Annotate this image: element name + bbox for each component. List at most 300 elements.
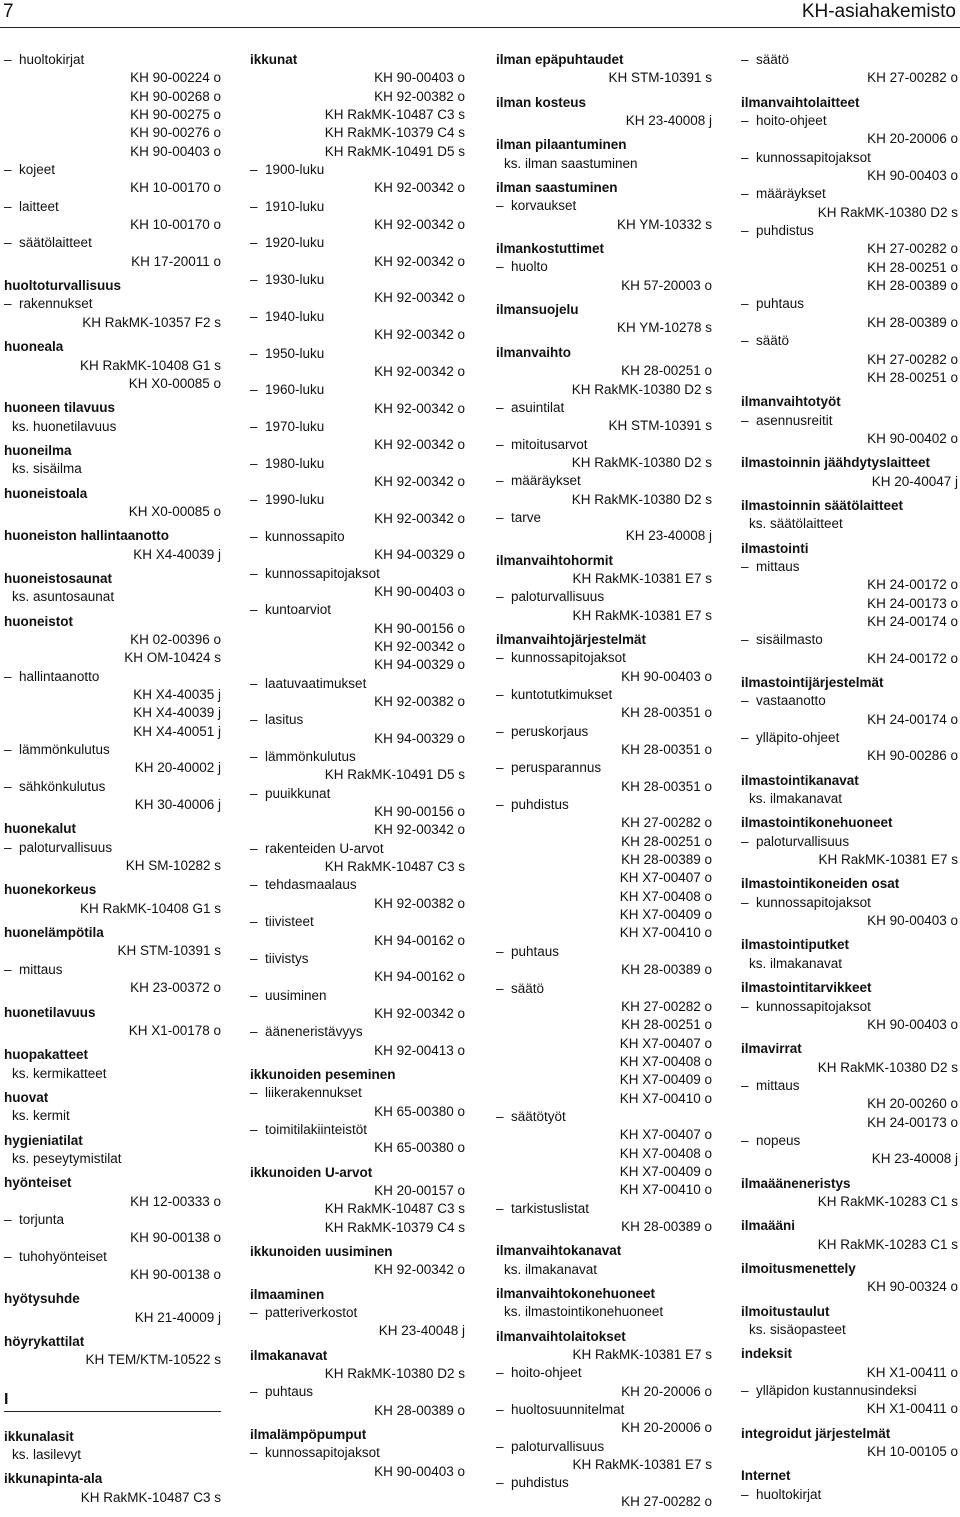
index-reference: KH X1-00411 o — [866, 1364, 958, 1380]
index-entry — [496, 552, 712, 625]
index-reference: KH TEM/KTM-10522 s — [85, 1352, 221, 1368]
index-subentry: – vastaanotto — [741, 692, 958, 710]
index-subentry: – kunnossapitojaksot — [741, 894, 958, 912]
index-reference: KH 90-00403 o — [374, 1463, 465, 1479]
index-headword: ilmastointitarvikkeet — [741, 980, 872, 996]
index-subentry: – 1990-luku — [250, 491, 465, 509]
index-headword: ilmalämpöpumput — [250, 1427, 367, 1443]
index-headword: ilmastoinnin jäähdytyslaitteet — [741, 455, 931, 471]
index-reference: KH X4-40039 j — [133, 546, 221, 562]
index-headword: ilmavirrat — [741, 1041, 802, 1057]
index-reference: KH 90-00138 o — [130, 1230, 221, 1246]
index-see-reference: ks. ilmastointikonehuoneet — [504, 1304, 664, 1320]
index-reference: KH 92-00342 o — [374, 180, 465, 196]
index-subentry: – kunnossapitojaksot — [250, 565, 465, 583]
index-reference: KH 12-00333 o — [130, 1193, 221, 1209]
index-reference: KH RakMK-10283 C1 s — [817, 1193, 958, 1209]
index-headword: ilmaaminen — [250, 1286, 325, 1302]
index-reference: KH X0-00085 o — [128, 375, 221, 391]
index-subentry: – huolto — [496, 258, 712, 276]
index-see-reference: ks. sisäilma — [12, 461, 82, 477]
index-reference: KH 30-40006 j — [134, 797, 221, 813]
index-reference: KH 24-00172 o — [867, 577, 958, 593]
index-entry — [496, 631, 712, 1236]
index-subentry: – tarve — [496, 509, 712, 527]
index-reference: KH 92-00342 o — [374, 1005, 465, 1021]
index-headword: huonekorkeus — [4, 882, 97, 898]
index-reference: KH X7-00410 o — [619, 1182, 712, 1198]
index-see-reference: ks. säätölaitteet — [749, 516, 843, 532]
index-subentry: – puhtaus — [741, 295, 958, 313]
index-reference: KH X7-00408 o — [619, 1053, 712, 1069]
index-reference: KH 20-40002 j — [134, 760, 221, 776]
index-entry — [496, 179, 712, 234]
index-reference: KH 20-00260 o — [867, 1096, 958, 1112]
index-entry — [741, 51, 958, 88]
index-reference: KH RakMK-10487 C3 s — [324, 1201, 465, 1217]
index-entry — [250, 1426, 465, 1481]
index-entry — [741, 936, 958, 973]
index-entry — [741, 1260, 958, 1297]
index-subentry: – korvaukset — [496, 197, 712, 215]
index-headword: ilmanvaihtotyöt — [741, 394, 841, 410]
index-reference: KH 23-40008 j — [625, 528, 712, 544]
index-subentry: – asennusreitit — [741, 412, 958, 430]
index-reference: KH RakMK-10491 D5 s — [324, 143, 465, 159]
index-reference: KH X1-00178 o — [128, 1022, 221, 1038]
index-headword: ilmastointi — [741, 540, 809, 556]
index-reference: KH RakMK-10381 E7 s — [572, 1347, 712, 1363]
index-headword: integroidut järjestelmät — [741, 1425, 891, 1441]
index-reference: KH X7-00410 o — [619, 925, 712, 941]
index-reference: KH 20-20006 o — [867, 131, 958, 147]
index-subentry: – paloturvallisuus — [496, 1438, 712, 1456]
index-entry — [741, 1425, 958, 1462]
index-entry — [741, 454, 958, 491]
index-headword: indeksit — [741, 1346, 793, 1362]
index-headword: ilmoitustaulut — [741, 1303, 830, 1319]
index-headword: Internet — [741, 1468, 791, 1484]
index-subentry: – liikerakennukset — [250, 1084, 465, 1102]
index-headword: hyötysuhde — [4, 1291, 80, 1307]
index-subentry: – rakennukset — [4, 295, 221, 313]
index-reference: KH 28-00351 o — [621, 778, 712, 794]
index-column-2 — [250, 51, 465, 1487]
index-reference: KH 24-00174 o — [867, 711, 958, 727]
index-headword: ikkunoiden uusiminen — [250, 1244, 393, 1259]
index-reference: KH 92-00413 o — [374, 1042, 465, 1058]
index-reference: KH 90-00156 o — [374, 804, 465, 820]
index-subentry: – kunnossapitojaksot — [250, 1444, 465, 1462]
index-reference: KH X4-40051 j — [133, 723, 221, 739]
index-reference: KH 17-20011 o — [131, 253, 221, 269]
index-reference: KH 90-00403 o — [867, 168, 958, 184]
index-headword: ilmansuojelu — [496, 302, 579, 318]
index-entry — [496, 1285, 712, 1322]
index-subentry: – lämmönkulutus — [4, 741, 221, 759]
index-reference: KH RakMK-10357 F2 s — [82, 314, 221, 330]
index-reference: KH RakMK-10380 D2 s — [817, 1059, 958, 1075]
index-reference: KH 90-00403 o — [374, 70, 465, 86]
index-entry — [4, 485, 221, 522]
index-headword: hygieniatilat — [4, 1132, 83, 1148]
index-subentry: – paloturvallisuus — [741, 833, 958, 851]
index-entry — [4, 1089, 221, 1126]
index-reference: KH 20-20006 o — [621, 1420, 712, 1436]
index-subentry: – mitoitusarvot — [496, 436, 712, 454]
index-headword: ikkunoiden peseminen — [250, 1066, 396, 1082]
index-reference: KH X7-00407 o — [619, 1035, 712, 1051]
index-subentry: – määräykset — [496, 472, 712, 490]
index-subentry: – kojeet — [4, 161, 221, 179]
index-reference: KH STM-10391 s — [608, 418, 712, 434]
index-reference: KH 28-00251 o — [867, 259, 958, 275]
index-reference: KH 94-00329 o — [374, 547, 465, 563]
index-entry — [250, 1286, 465, 1341]
index-subentry: – kunnossapitojaksot — [741, 998, 958, 1016]
index-entry — [4, 1428, 221, 1465]
index-subentry: – tarkistuslistat — [496, 1200, 712, 1218]
index-reference: KH 94-00329 o — [374, 657, 465, 673]
index-reference: KH RakMK-10380 D2 s — [571, 381, 712, 397]
index-headword: huoneilma — [4, 442, 72, 458]
index-subentry: – ääneneristävyys — [250, 1023, 465, 1041]
index-reference: KH 20-00157 o — [374, 1182, 465, 1198]
index-reference: KH 28-00389 o — [867, 278, 958, 294]
index-headword: huoltoturvallisuus — [4, 278, 122, 294]
index-entry — [741, 1467, 958, 1504]
page-title: KH-asiahakemisto — [801, 1, 956, 22]
index-headword: ilmaääni — [741, 1218, 796, 1234]
index-subentry: – hallintaanotto — [4, 668, 221, 686]
index-reference: KH 23-40008 j — [871, 1151, 958, 1167]
index-subentry: – mittaus — [4, 961, 221, 979]
index-headword: ilmanvaihtojärjestelmät — [496, 631, 647, 647]
index-reference: KH RakMK-10491 D5 s — [324, 767, 465, 783]
index-reference: KH OM-10424 s — [124, 650, 221, 666]
index-subentry: – säätö — [741, 332, 958, 350]
index-entry — [250, 51, 465, 1060]
index-see-reference: ks. lasilevyt — [12, 1447, 82, 1463]
index-reference: KH 65-00380 o — [374, 1140, 465, 1156]
index-headword: ilmastointijärjestelmät — [741, 675, 884, 690]
index-subentry: – säätölaitteet — [4, 234, 221, 252]
index-subentry: – määräykset — [741, 185, 958, 203]
index-entry — [4, 442, 221, 479]
section-letter: I — [4, 1390, 221, 1412]
index-reference: KH RakMK-10380 D2 s — [817, 204, 958, 220]
index-reference: KH 92-00342 o — [374, 510, 465, 526]
index-headword: ikkunalasit — [4, 1428, 74, 1444]
index-subentry: – säätö — [496, 980, 712, 998]
index-subentry: – puhtaus — [496, 943, 712, 961]
index-reference: KH RakMK-10381 E7 s — [572, 1457, 712, 1473]
index-subentry: – sähkönkulutus — [4, 778, 221, 796]
index-subentry: – 1960-luku — [250, 381, 465, 399]
index-entry — [4, 570, 221, 607]
index-subentry: – hoito-ohjeet — [741, 112, 958, 130]
index-headword: huonekalut — [4, 821, 77, 837]
index-subentry: – 1930-luku — [250, 271, 465, 289]
index-headword: ilman kosteus — [496, 94, 587, 110]
index-headword: huoneistosaunat — [4, 570, 113, 586]
index-reference: KH RakMK-10381 E7 s — [572, 607, 712, 623]
index-reference: KH 94-00162 o — [374, 969, 465, 985]
index-entry — [496, 1328, 712, 1511]
index-headword: ilmanvaihtokanavat — [496, 1243, 622, 1259]
index-reference: KH RakMK-10408 G1 s — [79, 900, 221, 916]
index-subentry: – puhdistus — [496, 796, 712, 814]
index-subentry: – sisäilmasto — [741, 631, 958, 649]
index-reference: KH 90-00402 o — [867, 430, 958, 446]
index-entry — [4, 1132, 221, 1169]
index-entry — [741, 875, 958, 930]
index-reference: KH 90-00403 o — [374, 583, 465, 599]
index-reference: KH 28-00389 o — [621, 1218, 712, 1234]
index-reference: KH 10-00105 o — [867, 1444, 958, 1460]
index-subentry: – huoltokirjat — [741, 1486, 958, 1504]
index-entry — [250, 1243, 465, 1280]
index-reference: KH 27-00282 o — [621, 998, 712, 1014]
index-entry — [741, 497, 958, 534]
index-headword: huoneistot — [4, 613, 73, 629]
index-entry — [4, 820, 221, 875]
index-subentry: – kunnossapitojaksot — [496, 649, 712, 667]
index-entry — [4, 277, 221, 332]
index-headword: ilmastointikoneiden osat — [741, 876, 900, 892]
index-reference: KH 94-00329 o — [374, 730, 465, 746]
index-headword: huovat — [4, 1089, 49, 1105]
index-reference: KH 92-00342 o — [374, 217, 465, 233]
index-entry — [4, 399, 221, 436]
index-reference: KH 90-00138 o — [130, 1266, 221, 1282]
index-reference: KH 28-00389 o — [867, 314, 958, 330]
index-reference: KH 92-00342 o — [374, 437, 465, 453]
index-reference: KH X7-00407 o — [619, 870, 712, 886]
index-subentry: – mittaus — [741, 1077, 958, 1095]
index-headword: ilmanvaihtokonehuoneet — [496, 1286, 656, 1301]
index-reference: KH 24-00174 o — [867, 613, 958, 629]
index-subentry: – 1950-luku — [250, 345, 465, 363]
index-reference: KH 02-00396 o — [130, 631, 221, 647]
index-subentry: – kunnossapito — [250, 528, 465, 546]
index-reference: KH X7-00409 o — [619, 1072, 712, 1088]
index-reference: KH RakMK-10487 C3 s — [324, 859, 465, 875]
index-reference: KH STM-10391 s — [117, 943, 221, 959]
index-subentry: – kunnossapitojaksot — [741, 149, 958, 167]
index-subentry: – 1920-luku — [250, 234, 465, 252]
index-reference: KH SM-10282 s — [125, 858, 221, 874]
index-reference: KH X7-00408 o — [619, 1145, 712, 1161]
index-reference: KH X7-00407 o — [619, 1127, 712, 1143]
index-subentry: – 1940-luku — [250, 308, 465, 326]
index-see-reference: ks. asuntosaunat — [12, 589, 115, 605]
index-subentry: – 1910-luku — [250, 198, 465, 216]
index-headword: ilmaääneneristys — [741, 1175, 851, 1191]
index-reference: KH 28-00251 o — [867, 369, 958, 385]
index-headword: ilman epäpuhtaudet — [496, 52, 624, 67]
index-reference: KH 90-00403 o — [867, 1016, 958, 1032]
index-reference: KH 24-00172 o — [867, 650, 958, 666]
index-entry — [741, 393, 958, 448]
index-subentry: – laitteet — [4, 198, 221, 216]
index-entry — [741, 94, 958, 388]
index-reference: KH 28-00389 o — [621, 962, 712, 978]
index-reference: KH X1-00411 o — [866, 1401, 958, 1417]
index-subentry: – toimitilakiinteistöt — [250, 1121, 465, 1139]
index-see-reference: ks. ilman saastuminen — [504, 155, 638, 171]
index-entry — [741, 1303, 958, 1340]
index-subentry: – 1970-luku — [250, 418, 465, 436]
index-headword: ilmanvaihto — [496, 344, 572, 360]
index-entry — [496, 51, 712, 88]
index-subentry: – asuintilat — [496, 399, 712, 417]
index-reference: KH 28-00389 o — [621, 852, 712, 868]
index-reference: KH 92-00342 o — [374, 253, 465, 269]
index-subentry: – nopeus — [741, 1132, 958, 1150]
index-headword: huoneiston hallintaanotto — [4, 528, 169, 544]
index-subentry: – peruskorjaus — [496, 723, 712, 741]
index-see-reference: ks. ilmakanavat — [749, 955, 843, 971]
index-headword: ilmanvaihtolaitteet — [741, 94, 860, 110]
index-reference: KH 90-00403 o — [130, 143, 221, 159]
index-column-4 — [741, 51, 958, 1510]
index-reference: KH 90-00224 o — [130, 70, 221, 86]
index-headword: ilmanvaihtohormit — [496, 552, 614, 568]
index-reference: KH RakMK-10380 D2 s — [571, 454, 712, 470]
index-subentry: – ylläpidon kustannusindeksi — [741, 1382, 958, 1400]
index-subentry: – säätö — [741, 51, 958, 69]
index-subentry: – säätötyöt — [496, 1108, 712, 1126]
index-reference: KH 90-00324 o — [867, 1279, 958, 1295]
index-subentry: – kuntoarviot — [250, 601, 465, 619]
index-reference: KH RakMK-10408 G1 s — [79, 357, 221, 373]
index-entry — [741, 1217, 958, 1254]
index-reference: KH RakMK-10379 C4 s — [324, 1219, 465, 1235]
index-reference: KH YM-10278 s — [616, 320, 712, 336]
index-reference: KH 92-00342 o — [374, 1262, 465, 1278]
index-reference: KH 20-40047 j — [871, 473, 958, 489]
index-reference: KH 27-00282 o — [867, 241, 958, 257]
index-reference: KH 90-00268 o — [130, 88, 221, 104]
index-subentry: – mittaus — [741, 558, 958, 576]
index-reference: KH 28-00251 o — [621, 1017, 712, 1033]
index-headword: huopakatteet — [4, 1047, 89, 1063]
index-headword: ilmoitusmenettely — [741, 1260, 856, 1276]
index-reference: KH X4-40035 j — [133, 687, 221, 702]
index-reference: KH 28-00251 o — [621, 833, 712, 849]
index-reference: KH 92-00342 o — [374, 473, 465, 489]
index-see-reference: ks. ilmakanavat — [504, 1261, 598, 1277]
page-header — [0, 0, 960, 26]
index-headword: ilmankostuttimet — [496, 241, 605, 257]
index-headword: ikkunat — [250, 52, 298, 67]
index-entry — [496, 1242, 712, 1279]
index-subentry: – laatuvaatimukset — [250, 675, 465, 693]
index-reference: KH RakMK-10487 C3 s — [324, 107, 465, 123]
index-see-reference: ks. huonetilavuus — [12, 418, 117, 434]
index-reference: KH RakMK-10380 D2 s — [571, 491, 712, 507]
index-entry — [4, 338, 221, 393]
index-subentry: – tiivistys — [250, 950, 465, 968]
index-see-reference: ks. sisäopasteet — [749, 1322, 846, 1337]
index-reference: KH X0-00085 o — [128, 503, 221, 519]
index-entry — [4, 1046, 221, 1083]
index-entry — [741, 979, 958, 1034]
index-headword: huoneala — [4, 339, 64, 355]
index-reference: KH 28-00251 o — [621, 363, 712, 379]
index-entry — [4, 51, 221, 271]
index-subentry: – hoito-ohjeet — [496, 1364, 712, 1382]
index-reference: KH X7-00410 o — [619, 1090, 712, 1106]
index-headword: ilmastoinnin säätölaitteet — [741, 497, 904, 513]
index-entry — [4, 1290, 221, 1327]
index-entry — [741, 1345, 958, 1418]
index-entry — [496, 240, 712, 295]
index-reference: KH X7-00408 o — [619, 888, 712, 904]
index-reference: KH 92-00342 o — [374, 363, 465, 379]
index-subentry: – tiivisteet — [250, 913, 465, 931]
index-see-reference: ks. kermit — [12, 1108, 70, 1124]
index-subentry: – lämmönkulutus — [250, 748, 465, 766]
index-reference: KH RakMK-10487 C3 s — [80, 1489, 221, 1505]
index-reference: KH 65-00380 o — [374, 1103, 465, 1119]
index-subentry: – ylläpito-ohjeet — [741, 729, 958, 747]
index-headword: huonetilavuus — [4, 1004, 96, 1020]
index-subentry: – kuntotutkimukset — [496, 686, 712, 704]
index-reference: KH 10-00170 o — [130, 180, 221, 196]
index-reference: KH 92-00342 o — [374, 822, 465, 838]
index-headword: ilmastointikanavat — [741, 772, 859, 788]
index-entry — [741, 814, 958, 869]
index-reference: KH 94-00162 o — [374, 932, 465, 948]
index-headword: huonelämpötila — [4, 925, 104, 941]
index-reference: KH 92-00382 o — [374, 895, 465, 911]
header-divider — [0, 27, 960, 28]
index-reference: KH 28-00351 o — [621, 742, 712, 758]
index-reference: KH 20-20006 o — [621, 1383, 712, 1399]
index-reference: KH 57-20003 o — [621, 277, 712, 293]
index-reference: KH 90-00403 o — [621, 668, 712, 684]
index-subentry: – puhtaus — [250, 1383, 465, 1401]
index-entry — [250, 1164, 465, 1237]
index-reference: KH 92-00342 o — [374, 400, 465, 416]
index-subentry: – lasitus — [250, 711, 465, 729]
index-entry — [4, 881, 221, 918]
index-subentry: – perusparannus — [496, 759, 712, 777]
index-reference: KH 90-00275 o — [130, 107, 221, 123]
index-entry — [496, 136, 712, 173]
index-reference: KH X7-00409 o — [619, 907, 712, 923]
index-reference: KH RakMK-10381 E7 s — [572, 570, 712, 586]
index-reference: KH 27-00282 o — [867, 70, 958, 86]
index-entry — [496, 344, 712, 546]
index-headword: ilmastointikonehuoneet — [741, 815, 893, 831]
index-entry — [4, 613, 221, 815]
index-headword: ilman saastuminen — [496, 180, 618, 196]
index-reference: KH 24-00173 o — [867, 1114, 958, 1130]
index-reference: KH 23-00372 o — [130, 980, 221, 996]
index-entry — [741, 772, 958, 809]
index-reference: KH YM-10332 s — [616, 216, 712, 232]
index-subentry: – puuikkunat — [250, 785, 465, 803]
index-subentry: – uusiminen — [250, 987, 465, 1005]
index-subentry: – huoltosuunnitelmat — [496, 1401, 712, 1419]
index-reference: KH 27-00282 o — [621, 1493, 712, 1509]
index-entry — [4, 1004, 221, 1041]
index-subentry: – patteriverkostot — [250, 1304, 465, 1322]
index-headword: huoneistoala — [4, 485, 88, 501]
